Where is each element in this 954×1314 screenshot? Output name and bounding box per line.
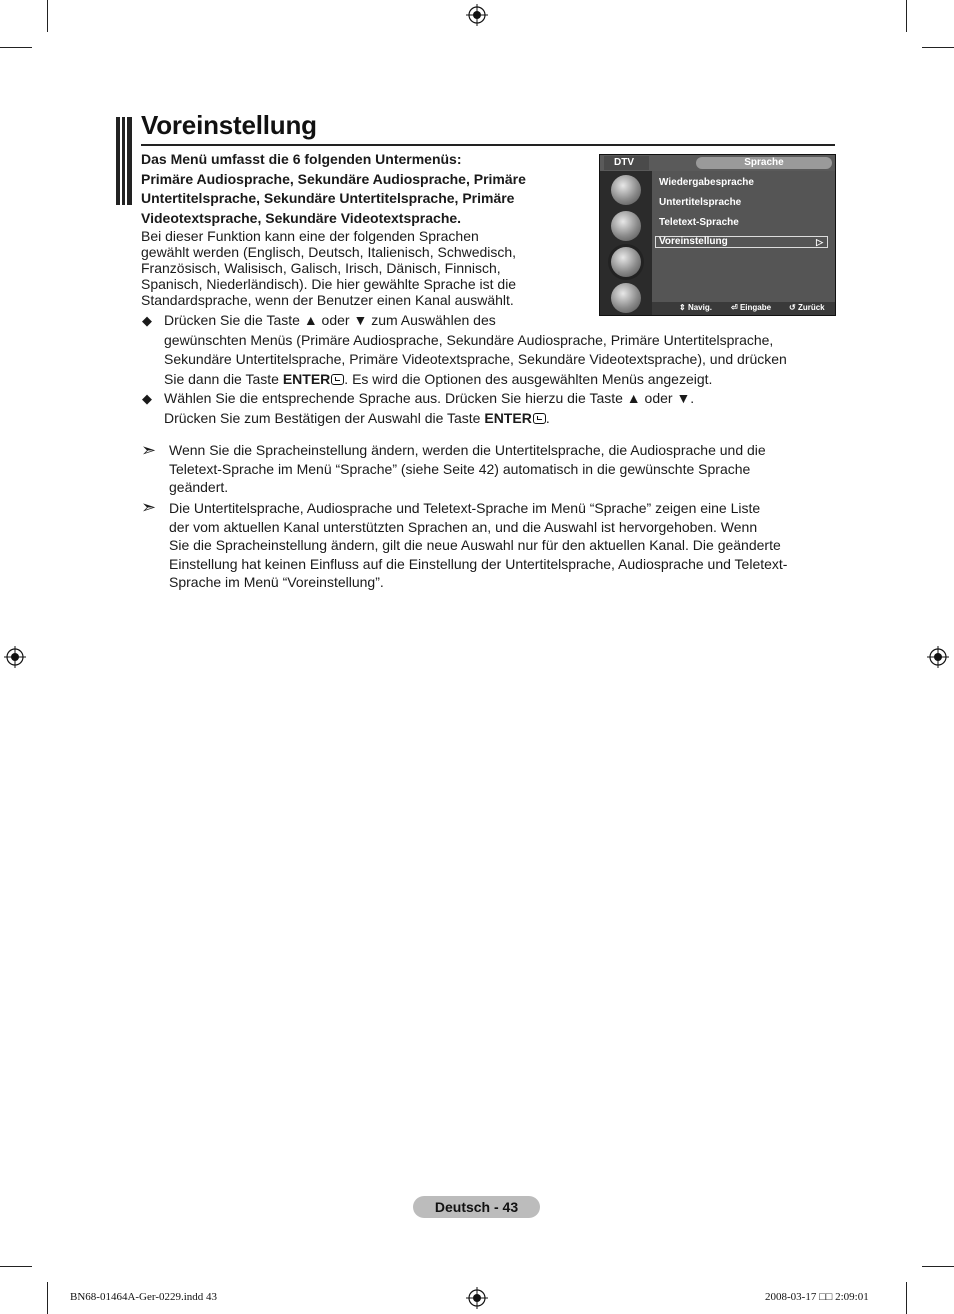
crop-mark xyxy=(922,47,954,48)
intro-bold-text: Das Menü umfasst die 6 folgenden Untermenüs: Primäre Audiosprache, Sekundäre Audiosprache, Primäre Untertitelsprache, Sekundäre Untertitelsprache, Primäre Videotextsprache, Sekundäre Videotextsprache. xyxy=(141,151,526,226)
tv-menu-tab: Sprache xyxy=(696,157,832,169)
crop-mark xyxy=(47,0,48,32)
settings-dial-icon xyxy=(611,175,641,205)
tv-menu-topbar xyxy=(600,155,835,171)
registration-mark-icon xyxy=(4,646,26,668)
tv-menu-sidebar xyxy=(600,171,652,315)
gear-setup-icon xyxy=(611,247,641,277)
page-title: Voreinstellung xyxy=(141,110,317,140)
heading-bars xyxy=(116,117,132,205)
crop-mark xyxy=(47,1282,48,1314)
note-1-text: Wenn Sie die Spracheinstellung ändern, werden die Untertitelsprache, die Audiosprache und die Teletext-Sprache im Menü “Sprache” (siehe Seite 42) automatisch in die gewünschte Sprache geändert. xyxy=(169,442,766,495)
crop-mark xyxy=(906,0,907,32)
registration-mark-icon xyxy=(466,1287,488,1309)
channel-satellite-icon xyxy=(611,211,641,241)
title-rule xyxy=(141,144,835,146)
tv-menu-item: Untertitelsprache xyxy=(659,197,742,208)
note-2-text: Die Untertitelsprache, Audiosprache und Teletext-Sprache im Menü “Sprache” zeigen eine Liste der vom aktuellen Kanal unterstützten Sprachen an, und die Auswahl ist hervorgehoben. Wenn Sie die Spracheinstellung ändern, gilt die neue Auswahl nur für den aktuellen Kanal. Die geänderte Einstellung hat keinen Einfluss auf die Einstellung der Untertitelsprache, Audiosprache und Teletext- Sprache im Menü “Voreinstellung”. xyxy=(169,500,788,590)
page-number-badge: Deutsch - 43 xyxy=(413,1196,540,1218)
crop-mark xyxy=(0,1266,32,1267)
bullet-diamond-icon: ◆ xyxy=(142,391,152,406)
tv-footer-enter: ⏎ Eingabe xyxy=(731,303,772,312)
tv-menu-item: Wiedergabesprache xyxy=(659,177,754,188)
note-arrow-icon: ➣ xyxy=(141,440,157,460)
tv-mode-label: DTV xyxy=(604,156,649,170)
crop-mark xyxy=(906,1282,907,1314)
tv-menu-item: Teletext-Sprache xyxy=(659,217,739,228)
arrow-right-icon: ▷ xyxy=(816,237,823,247)
enter-key-icon xyxy=(331,374,344,385)
bullet-1-text: Drücken Sie die Taste ▲ oder ▼ zum Auswählen des gewünschten Menüs (Primäre Audiosprache, Sekundäre Audiosprache, Primäre Untertitelsprache, Sekundäre Untertitelsprache, Primäre Videotextsprache, Sekundäre Videotextsprache), und drücken Sie dann die Taste ENTER . Es wird die Optionen des ausgewählten Menüs angezeigt. xyxy=(164,312,787,387)
intro-text: Bei dieser Funktion kann eine der folgenden Sprachen gewählt werden (Englisch, Deutsch, Italienisch, Schwedisch, Französisch, Walisisch, Galisch, Irisch, Dänisch, Finnisch, Spanisch, Niederländisch). Die hier gewählte Sprache ist die Standardsprache, wenn der Benutzer einen Kanal auswählt. xyxy=(141,228,517,308)
crop-mark xyxy=(0,47,32,48)
tv-menu-list xyxy=(652,171,835,302)
intro-block xyxy=(141,150,571,308)
crop-mark xyxy=(922,1266,954,1267)
bullet-2-text: Wählen Sie die entsprechende Sprache aus. Drücken Sie hierzu die Taste ▲ oder ▼. Drücken Sie zum Bestätigen der Auswahl die Taste ENTER . xyxy=(164,390,695,426)
enter-key-icon xyxy=(533,413,546,424)
bullet-diamond-icon: ◆ xyxy=(142,313,152,328)
print-slug-right: 2008-03-17 □□ 2:09:01 xyxy=(765,1291,869,1303)
tv-footer-back: ↺ Zurück xyxy=(789,303,825,312)
registration-mark-icon xyxy=(466,4,488,26)
print-slug-left: BN68-01464A-Ger-0229.indd 43 xyxy=(70,1291,218,1303)
tv-footer-nav: ⇕ Navig. xyxy=(679,303,712,312)
input-plug-icon xyxy=(611,283,641,313)
tv-menu-screenshot xyxy=(599,154,836,316)
tv-menu-item-selected: Voreinstellung ▷ xyxy=(655,236,828,248)
registration-mark-icon xyxy=(927,646,949,668)
note-arrow-icon: ➣ xyxy=(141,497,157,517)
